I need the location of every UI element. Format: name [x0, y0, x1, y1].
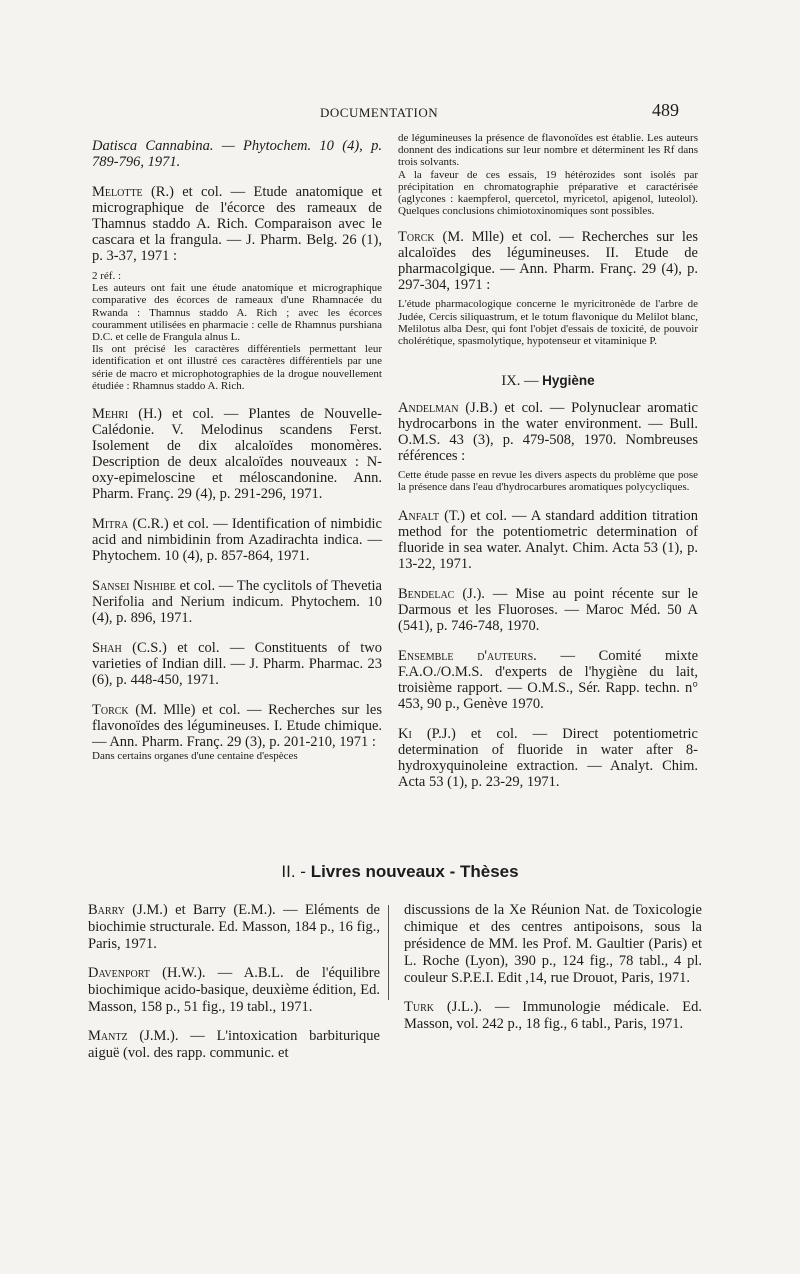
entry-text: (J.). — Mise au point récente sur le Darmous et les Fluoroses. — Maroc Méd. 50 A (541), p. 746-748, 1970.: [398, 585, 698, 634]
running-header: DOCUMENTATION: [320, 105, 439, 120]
entry-mehri: [92, 406, 382, 502]
abstract-continued: A la faveur de ces essais, 19 hétérozides sont isolés par précipitation en chromatographie préparative et caractérisée (aglycones : kaempferol, quercetol, myricetol, apigenol, luteolol). Quelques conclusions chimiotoxinomiques sont possibles.: [398, 168, 698, 218]
entry-author: Torck: [92, 702, 129, 719]
entry-ref: 2 réf. :: [92, 270, 122, 282]
entry-author: Mitra: [92, 516, 129, 533]
entry-abstract: Ils ont précisé les caractères différentiels permettant leur identification et ont illustré ces caractères différentiels par une série de macro et microphotographies de la drogue nouvellement étudiée : Rhamnus staddo A. Rich.: [92, 343, 382, 392]
entry-abstract: Les auteurs ont fait une étude anatomique et micrographique comparative des écorces de rameaux d'une Rhamnacée du Rwanda : Thamnus staddo A. Rich ; avec les écorces couramment utilisées en pharmacie : celle de Rhamnus purshiana D.C. et celle de Frangula alnus L.: [92, 282, 382, 344]
book-turk: [404, 999, 702, 1033]
entry-text: (R.) et col. — Etude anatomique et micrographique de l'écorce des rameaux de Thamnus staddo A. Rich. Comparaison avec le cascara et la frangula. — J. Pharm. Belg. 26 (1), p. 3-37, 1971 :: [92, 184, 382, 264]
books-left-column: [88, 902, 380, 1074]
entry-author: Mehri: [92, 406, 129, 423]
entry-text: (J.M.). — L'intoxication barbiturique aiguë (vol. des rapp. communic. et: [88, 1028, 380, 1061]
section-prefix: II. -: [281, 862, 306, 881]
book-davenport: [88, 965, 380, 1016]
entry-text: Datisca Cannabina. — Phytochem. 10 (4), p. 789-796, 1971.: [92, 138, 382, 170]
entry-text: discussions de la Xe Réunion Nat. de Toxicologie chimique et des centres antipoisons, sous la présidence de MM. les Prof. M. Gaultier (Paris) et L. Roche (Lyon), 390 p., 124 fig., 78 tabl., 4 pl. couleur S.P.E.I. Edit ,14, rue Drouot, Paris, 1971.: [404, 902, 702, 986]
entry-author: Davenport: [88, 965, 150, 981]
book-mantz: [88, 1028, 380, 1062]
page-number: 489: [652, 100, 679, 120]
entry-author: Andelman: [398, 400, 459, 417]
section-title: Livres nouveaux - Thèses: [310, 862, 519, 881]
entry-abstract: Cette étude passe en revue les divers aspects du problème que pose la présence dans l'eau d'hydrocarbures aromatiques polycycliques.: [398, 469, 698, 494]
section-number: IX. —: [501, 373, 539, 390]
entry-text: (M. Mlle) et col. — Recherches sur les flavonoïdes des légumineuses. I. Etude chimique. — Ann. Pharm. Franç. 29 (3), p. 201-210, 1971 :: [92, 702, 382, 751]
right-column: [398, 132, 698, 804]
entry-datisca: [92, 138, 382, 170]
entry-author: Turk: [404, 999, 434, 1015]
entry-author: Ki: [398, 725, 412, 742]
section-name: Hygiène: [542, 373, 595, 389]
entry-text: (T.) et col. — A standard addition titration method for the potentiometric determination of fluoride in sea water. Analyt. Chim. Acta 53 (1), p. 13-22, 1971.: [398, 507, 698, 572]
entry-bendelac: [398, 586, 698, 634]
entry-text: (C.S.) et col. — Constituents of two varieties of Indian dill. — J. Pharm. Pharmac. 23 (6), p. 448-450, 1971.: [92, 640, 382, 689]
entry-text: (P.J.) et col. — Direct potentiometric determination of fluoride in water after 8-hydroxyquinoleine extraction. — Analyt. Chim. Acta 53 (1), p. 23-29, 1971.: [398, 725, 698, 790]
entry-author: Ensemble d'auteurs: [398, 647, 534, 664]
entry-text: (M. Mlle) et col. — Recherches sur les alcaloïdes des légumineuses. II. Etude de pharmacolgique. — Ann. Pharm. Franç. 29 (4), p. 297-304, 1971 :: [398, 229, 698, 294]
entry-torck-1: [92, 702, 382, 762]
entry-ki: [398, 726, 698, 790]
entry-abstract: L'étude pharmacologique concerne le myricitronède de l'arbre de Judée, Cercis siliquastrum, et le totum flavonique du Melilot blanc, Melilotus alba Desr, qui font l'objet d'essais de toxicité, de pouvoir cholérétique, spasmolytique, hypotenseur et vitaminique P.: [398, 298, 698, 348]
entry-shah: [92, 640, 382, 688]
section-heading-livres: [0, 862, 800, 882]
entry-author: Sansei Nishibe: [92, 578, 176, 595]
entry-torck-2: [398, 229, 698, 347]
entry-author: Melotte: [92, 184, 143, 200]
entry-author: Barry: [88, 902, 125, 918]
section-heading-hygiene: [398, 373, 698, 390]
left-column: [92, 138, 382, 776]
book-barry: [88, 902, 380, 953]
entry-text: . — Comité mixte F.A.O./O.M.S. d'experts de l'hygiène du lait, troisième rapport. — O.M.S., Sér. Rapp. techn. n° 453, 90 p., Genève 1970.: [398, 647, 698, 712]
entry-author: Bendelac: [398, 585, 455, 602]
books-right-column: [404, 902, 702, 1045]
column-divider: [388, 905, 389, 1000]
entry-author: Mantz: [88, 1028, 128, 1044]
entry-abstract: Dans certains organes d'une centaine d'espèces: [92, 750, 298, 763]
entry-sansei: [92, 578, 382, 626]
entry-text: (C.R.) et col. — Identification of nimbidic acid and nimbidinin from Azadirachta indica. — Phytochem. 10 (4), p. 857-864, 1971.: [92, 516, 382, 565]
entry-author: Shah: [92, 640, 122, 657]
entry-text: (H.) et col. — Plantes de Nouvelle-Calédonie. V. Melodinus scandens Ferst. Isolement de dix alcaloïdes monomères. Description de deux alcaloïdes nouveaux : N-oxy-epimeloscine et méloscandonine. Ann. Pharm. Franç. 29 (4), p. 291-296, 1971.: [92, 406, 382, 503]
entry-author: Anfalt: [398, 507, 440, 524]
entry-andelman: [398, 400, 698, 493]
entry-anfalt: [398, 508, 698, 572]
entry-text: (J.M.) et Barry (E.M.). — Eléments de biochimie structurale. Ed. Masson, 184 p., 16 fig., Paris, 1971.: [88, 902, 380, 952]
entry-text: (J.L.). — Immunologie médicale. Ed. Masson, vol. 242 p., 18 fig., 6 tabl., Paris, 1971.: [404, 999, 702, 1032]
abstract-continued: de légumineuses la présence de flavonoïdes est établie. Les auteurs donnent des indications sur leur nombre et déterminent les Rf dans trois solvants.: [398, 132, 698, 169]
entry-melotte: [92, 184, 382, 392]
entry-mitra: [92, 516, 382, 564]
entry-text: (H.W.). — A.B.L. de l'équilibre biochimique acido-basique, deuxième édition, Ed. Masson, 158 p., 51 fig., 19 tabl., 1971.: [88, 965, 380, 1015]
entry-ensemble: [398, 648, 698, 712]
book-mantz-cont: [404, 902, 702, 987]
entry-author: Torck: [398, 229, 435, 246]
entry-text: et col. — The cyclitols of Thevetia Nerifolia and Nerium indicum. Phytochem. 10 (4), p. 896, 1971.: [92, 578, 382, 627]
entry-text: (J.B.) et col. — Polynuclear aromatic hydrocarbons in the water environment. — Bull. O.M.S. 43 (3), p. 479-508, 1970. Nombreuses références :: [398, 400, 698, 465]
